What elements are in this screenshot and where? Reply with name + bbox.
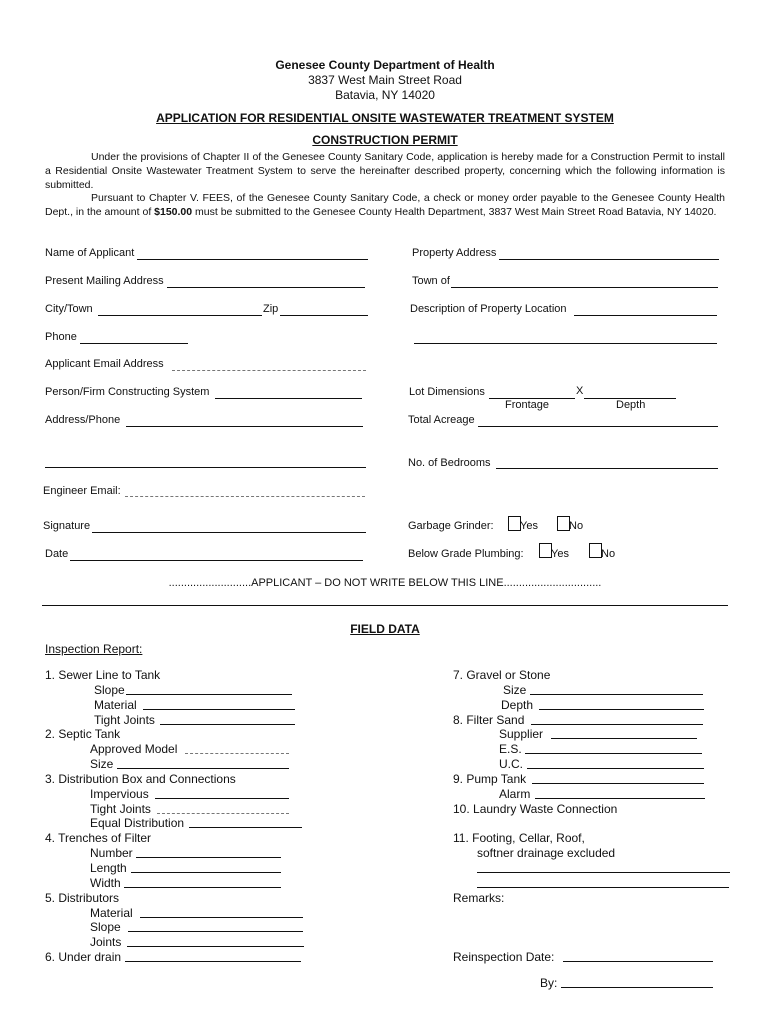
frontage-label: Frontage xyxy=(505,399,550,411)
date-label: Date xyxy=(45,548,69,560)
field-data-title: FIELD DATA xyxy=(350,622,420,636)
laundry-item: 10. Laundry Waste Connection xyxy=(453,802,618,816)
sewer-material-label: Material xyxy=(94,698,137,712)
bedrooms-label: No. of Bedrooms xyxy=(408,457,491,469)
reinspection-label: Reinspection Date: xyxy=(453,950,555,964)
do-not-write-divider: ...........................APPLICANT – DO NOT WRITE BELOW THIS LINE................................ xyxy=(168,577,602,589)
gravel-size-field[interactable] xyxy=(530,694,703,695)
filter-sand-item: 8. Filter Sand xyxy=(453,713,525,727)
trench-width-label: Width xyxy=(90,876,121,890)
form-subtitle: CONSTRUCTION PERMIT xyxy=(312,133,458,147)
distributor-slope-label: Slope xyxy=(90,920,121,934)
engineer-email-label: Engineer Email: xyxy=(43,485,121,497)
phone-label: Phone xyxy=(45,331,77,343)
septic-tank-item: 2. Septic Tank xyxy=(45,727,121,741)
mailing-address-label: Present Mailing Address xyxy=(45,275,164,287)
garbage-grinder-no-label: No xyxy=(569,520,584,532)
softner-label: softner drainage excluded xyxy=(477,846,616,860)
constructor-field[interactable] xyxy=(215,398,362,399)
intro-paragraph-1: Under the provisions of Chapter II of the Genesee County Sanitary Code, application is hereby made for a Construction Permit to install a Residential Onsite Wastewater Treatment System to serve the hereinafter described property, concerning which the following information is submitted. xyxy=(45,151,725,191)
impervious-label: Impervious xyxy=(90,787,149,801)
below-grade-label: Below Grade Plumbing: xyxy=(408,548,524,560)
phone-field[interactable] xyxy=(80,343,188,344)
distributor-slope-field[interactable] xyxy=(128,931,303,932)
property-address-field[interactable] xyxy=(499,259,719,260)
distribution-box-item: 3. Distribution Box and Connections xyxy=(45,772,236,786)
below-grade-yes-label: Yes xyxy=(551,548,569,560)
remarks-label: Remarks: xyxy=(453,891,505,905)
reinspection-field[interactable] xyxy=(563,961,713,962)
fee-amount: $150.00 xyxy=(154,206,193,218)
septic-size-label: Size xyxy=(90,757,114,771)
distributors-item: 5. Distributors xyxy=(45,891,120,905)
sewer-tight-joints-label: Tight Joints xyxy=(94,713,155,727)
supplier-label: Supplier xyxy=(499,727,544,741)
property-address-label: Property Address xyxy=(412,247,497,259)
city-field[interactable] xyxy=(98,315,262,316)
gravel-depth-label: Depth xyxy=(501,698,534,712)
es-label: E.S. xyxy=(499,742,522,756)
es-field[interactable] xyxy=(525,753,702,754)
equal-distribution-label: Equal Distribution xyxy=(90,816,185,830)
dbox-tight-joints-label: Tight Joints xyxy=(90,802,151,816)
filter-sand-field[interactable] xyxy=(531,724,703,725)
address-phone-label: Address/Phone xyxy=(45,414,121,426)
by-label: By: xyxy=(540,976,558,990)
dbox-tight-joints-field[interactable] xyxy=(157,813,289,814)
septic-model-label: Approved Model xyxy=(90,742,178,756)
sewer-slope-label: Slope xyxy=(94,683,125,697)
footing-item: 11. Footing, Cellar, Roof, xyxy=(453,831,585,845)
property-description-field[interactable] xyxy=(574,315,717,316)
address-phone-field-2[interactable] xyxy=(45,467,366,468)
distributor-joints-field[interactable] xyxy=(127,946,304,947)
trenches-item: 4. Trenches of Filter xyxy=(45,831,152,845)
supplier-field[interactable] xyxy=(551,738,697,739)
mailing-address-field[interactable] xyxy=(167,287,365,288)
impervious-field[interactable] xyxy=(155,798,289,799)
town-field[interactable] xyxy=(451,287,718,288)
under-drain-field[interactable] xyxy=(125,961,301,962)
distributor-joints-label: Joints xyxy=(90,935,122,949)
applicant-name-label: Name of Applicant xyxy=(45,247,135,259)
garbage-grinder-yes-label: Yes xyxy=(520,520,538,532)
town-label: Town of xyxy=(412,275,450,287)
engineer-email-field[interactable] xyxy=(125,496,365,497)
trench-length-field[interactable] xyxy=(131,872,281,873)
applicant-email-label: Applicant Email Address xyxy=(45,358,164,370)
address-phone-field[interactable] xyxy=(126,426,363,427)
pump-tank-field[interactable] xyxy=(532,783,704,784)
sewer-slope-field[interactable] xyxy=(126,694,292,695)
garbage-grinder-label: Garbage Grinder: xyxy=(408,520,494,532)
uc-label: U.C. xyxy=(499,757,523,771)
constructor-label: Person/Firm Constructing System xyxy=(45,386,210,398)
acreage-field[interactable] xyxy=(478,426,718,427)
distributor-material-label: Material xyxy=(90,906,133,920)
agency-name: Genesee County Department of Health xyxy=(275,58,495,72)
agency-city: Batavia, NY 14020 xyxy=(335,88,435,102)
acreage-label: Total Acreage xyxy=(408,414,475,426)
footing-field-2[interactable] xyxy=(477,887,729,888)
property-description-field-2[interactable] xyxy=(414,343,717,344)
alarm-field[interactable] xyxy=(535,798,705,799)
sewer-material-field[interactable] xyxy=(143,709,295,710)
sewer-tight-joints-field[interactable] xyxy=(160,724,295,725)
septic-size-field[interactable] xyxy=(117,768,289,769)
gravel-size-label: Size xyxy=(503,683,527,697)
trench-number-field[interactable] xyxy=(136,857,281,858)
date-field[interactable] xyxy=(70,560,363,561)
agency-street: 3837 West Main Street Road xyxy=(308,73,462,87)
under-drain-item: 6. Under drain xyxy=(45,950,122,964)
equal-distribution-field[interactable] xyxy=(189,827,302,828)
signature-field[interactable] xyxy=(92,532,366,533)
trench-width-field[interactable] xyxy=(124,887,281,888)
signature-label: Signature xyxy=(43,520,91,532)
applicant-email-field[interactable] xyxy=(172,370,366,371)
distributor-material-field[interactable] xyxy=(140,917,303,918)
sewer-line-item: 1. Sewer Line to Tank xyxy=(45,668,161,682)
gravel-depth-field[interactable] xyxy=(539,709,704,710)
intro-paragraph-2: Pursuant to Chapter V. FEES, of the Genesee County Sanitary Code, a check or money order payable to the Genesee County Health Dept., in the amount of $150.00 must be submitted to the Genesee County Health Department, 3837 West Main Street Road Batavia, NY 14020. xyxy=(45,192,725,218)
trench-length-label: Length xyxy=(90,861,127,875)
below-grade-no-label: No xyxy=(601,548,616,560)
by-field[interactable] xyxy=(561,987,713,988)
alarm-label: Alarm xyxy=(499,787,531,801)
pump-tank-item: 9. Pump Tank xyxy=(453,772,527,786)
form-title: APPLICATION FOR RESIDENTIAL ONSITE WASTEWATER TREATMENT SYSTEM xyxy=(156,111,614,125)
separator-line xyxy=(42,605,728,606)
lot-dimensions-label: Lot Dimensions xyxy=(409,386,485,398)
inspection-report-label: Inspection Report: xyxy=(45,642,143,656)
gravel-item: 7. Gravel or Stone xyxy=(453,668,551,682)
zip-field[interactable] xyxy=(280,315,368,316)
bedrooms-field[interactable] xyxy=(496,468,718,469)
zip-label: Zip xyxy=(263,303,279,315)
lot-x-label: X xyxy=(576,385,584,397)
city-label: City/Town xyxy=(45,303,93,315)
depth-label: Depth xyxy=(616,399,646,411)
footing-field-1[interactable] xyxy=(477,872,730,873)
property-description-label: Description of Property Location xyxy=(410,303,567,315)
septic-model-field[interactable] xyxy=(185,753,289,754)
uc-field[interactable] xyxy=(527,768,704,769)
trench-number-label: Number xyxy=(90,846,133,860)
applicant-name-field[interactable] xyxy=(137,259,368,260)
